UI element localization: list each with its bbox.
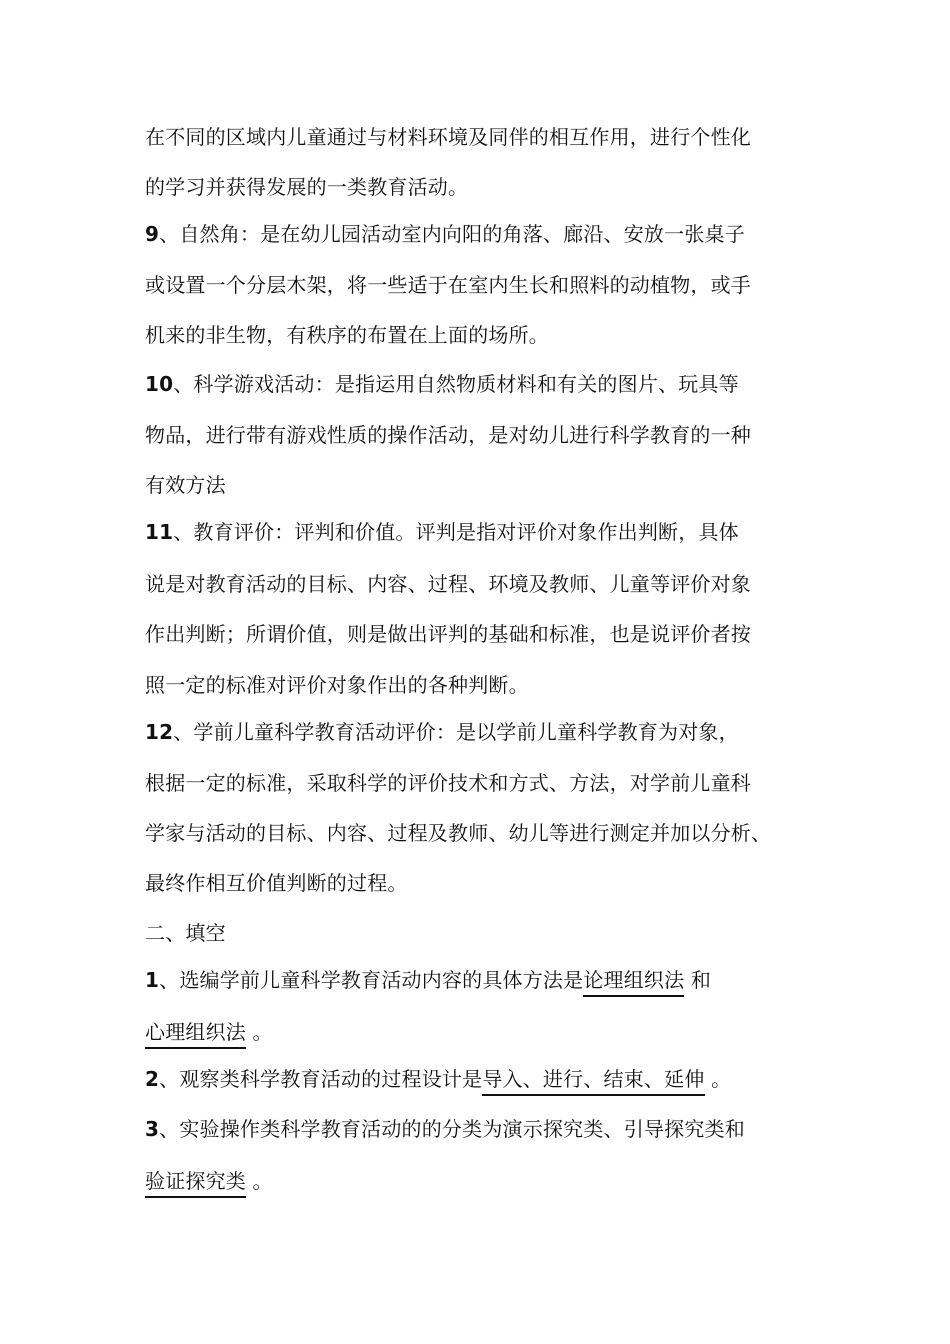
item8-line1: 在不同的区域内儿童通过与材料环境及同伴的相互作用，进行个性化 [145, 125, 751, 149]
q3-end: 。 [246, 1169, 273, 1193]
item11-line4: 照一定的标准对评价对象作出的各种判断。 [145, 673, 529, 697]
item9-line1 [145, 221, 745, 247]
q2-answer-blank: 导入、进行、结束、延伸 [482, 1066, 704, 1096]
q3-text: 、实验操作类科学教育活动的的分类为演示探究类、引导探究类和 [159, 1117, 745, 1141]
q3-line2 [145, 1168, 273, 1198]
section2-heading: 二、填空 [145, 921, 226, 945]
item11-line1 [145, 519, 739, 545]
item11-text: 、教育评价：评判和价值。评判是指对评价对象作出判断，具体 [173, 520, 739, 544]
item12-text: 、学前儿童科学教育活动评价：是以学前儿童科学教育为对象， [173, 720, 739, 744]
q2-number: 2 [145, 1067, 160, 1091]
item10-line3: 有效方法 [145, 473, 226, 497]
q3-line1 [145, 1116, 745, 1142]
q3-answer-blank: 验证探究类 [145, 1168, 246, 1198]
item9-line3: 机来的非生物，有秩序的布置在上面的场所。 [145, 323, 549, 347]
item12-line4: 最终作相互价值判断的过程。 [145, 871, 408, 895]
item12-line1 [145, 719, 739, 745]
q2-text: 、观察类科学教育活动的过程设计是 [159, 1067, 483, 1091]
item9-text: 、自然角：是在幼儿园活动室内向阳的角落、廊沿、安放一张桌子 [159, 222, 745, 246]
item11-line3: 作出判断；所谓价值，则是做出评判的基础和标准，也是说评价者按 [145, 622, 751, 646]
q1-end: 。 [246, 1020, 273, 1044]
q1-answer2-blank: 心理组织法 [145, 1019, 246, 1049]
q2-line1 [145, 1066, 731, 1096]
q1-line2 [145, 1019, 273, 1049]
item10-text: 、科学游戏活动：是指运用自然物质材料和有关的图片、玩具等 [173, 372, 739, 396]
item12-line3: 学家与活动的目标、内容、过程及教师、幼儿等进行测定并加以分析、 [145, 821, 772, 845]
item9-line2: 或设置一个分层木架，将一些适于在室内生长和照料的动植物，或手 [145, 273, 751, 297]
item10-line2: 物品，进行带有游戏性质的操作活动，是对幼儿进行科学教育的一种 [145, 423, 751, 447]
q1-number: 1 [145, 968, 160, 992]
item11-line2: 说是对教育活动的目标、内容、过程、环境及教师、儿童等评价对象 [145, 572, 751, 596]
q3-number: 3 [145, 1117, 160, 1141]
item8-line2: 的学习并获得发展的一类教育活动。 [145, 175, 469, 199]
q1-answer1-blank: 论理组织法 [583, 967, 684, 997]
item10-line1 [145, 371, 739, 397]
item11-number: 11 [145, 520, 174, 544]
item9-number: 9 [145, 222, 160, 246]
item12-number: 12 [145, 720, 174, 744]
q2-end: 。 [704, 1067, 732, 1091]
q1-mid: 和 [684, 968, 712, 992]
q1-text: 、选编学前儿童科学教育活动内容的具体方法是 [159, 968, 584, 992]
item12-line2: 根据一定的标准，采取科学的评价技术和方式、方法，对学前儿童科 [145, 771, 751, 795]
q1-line1 [145, 967, 711, 997]
item10-number: 10 [145, 372, 174, 396]
